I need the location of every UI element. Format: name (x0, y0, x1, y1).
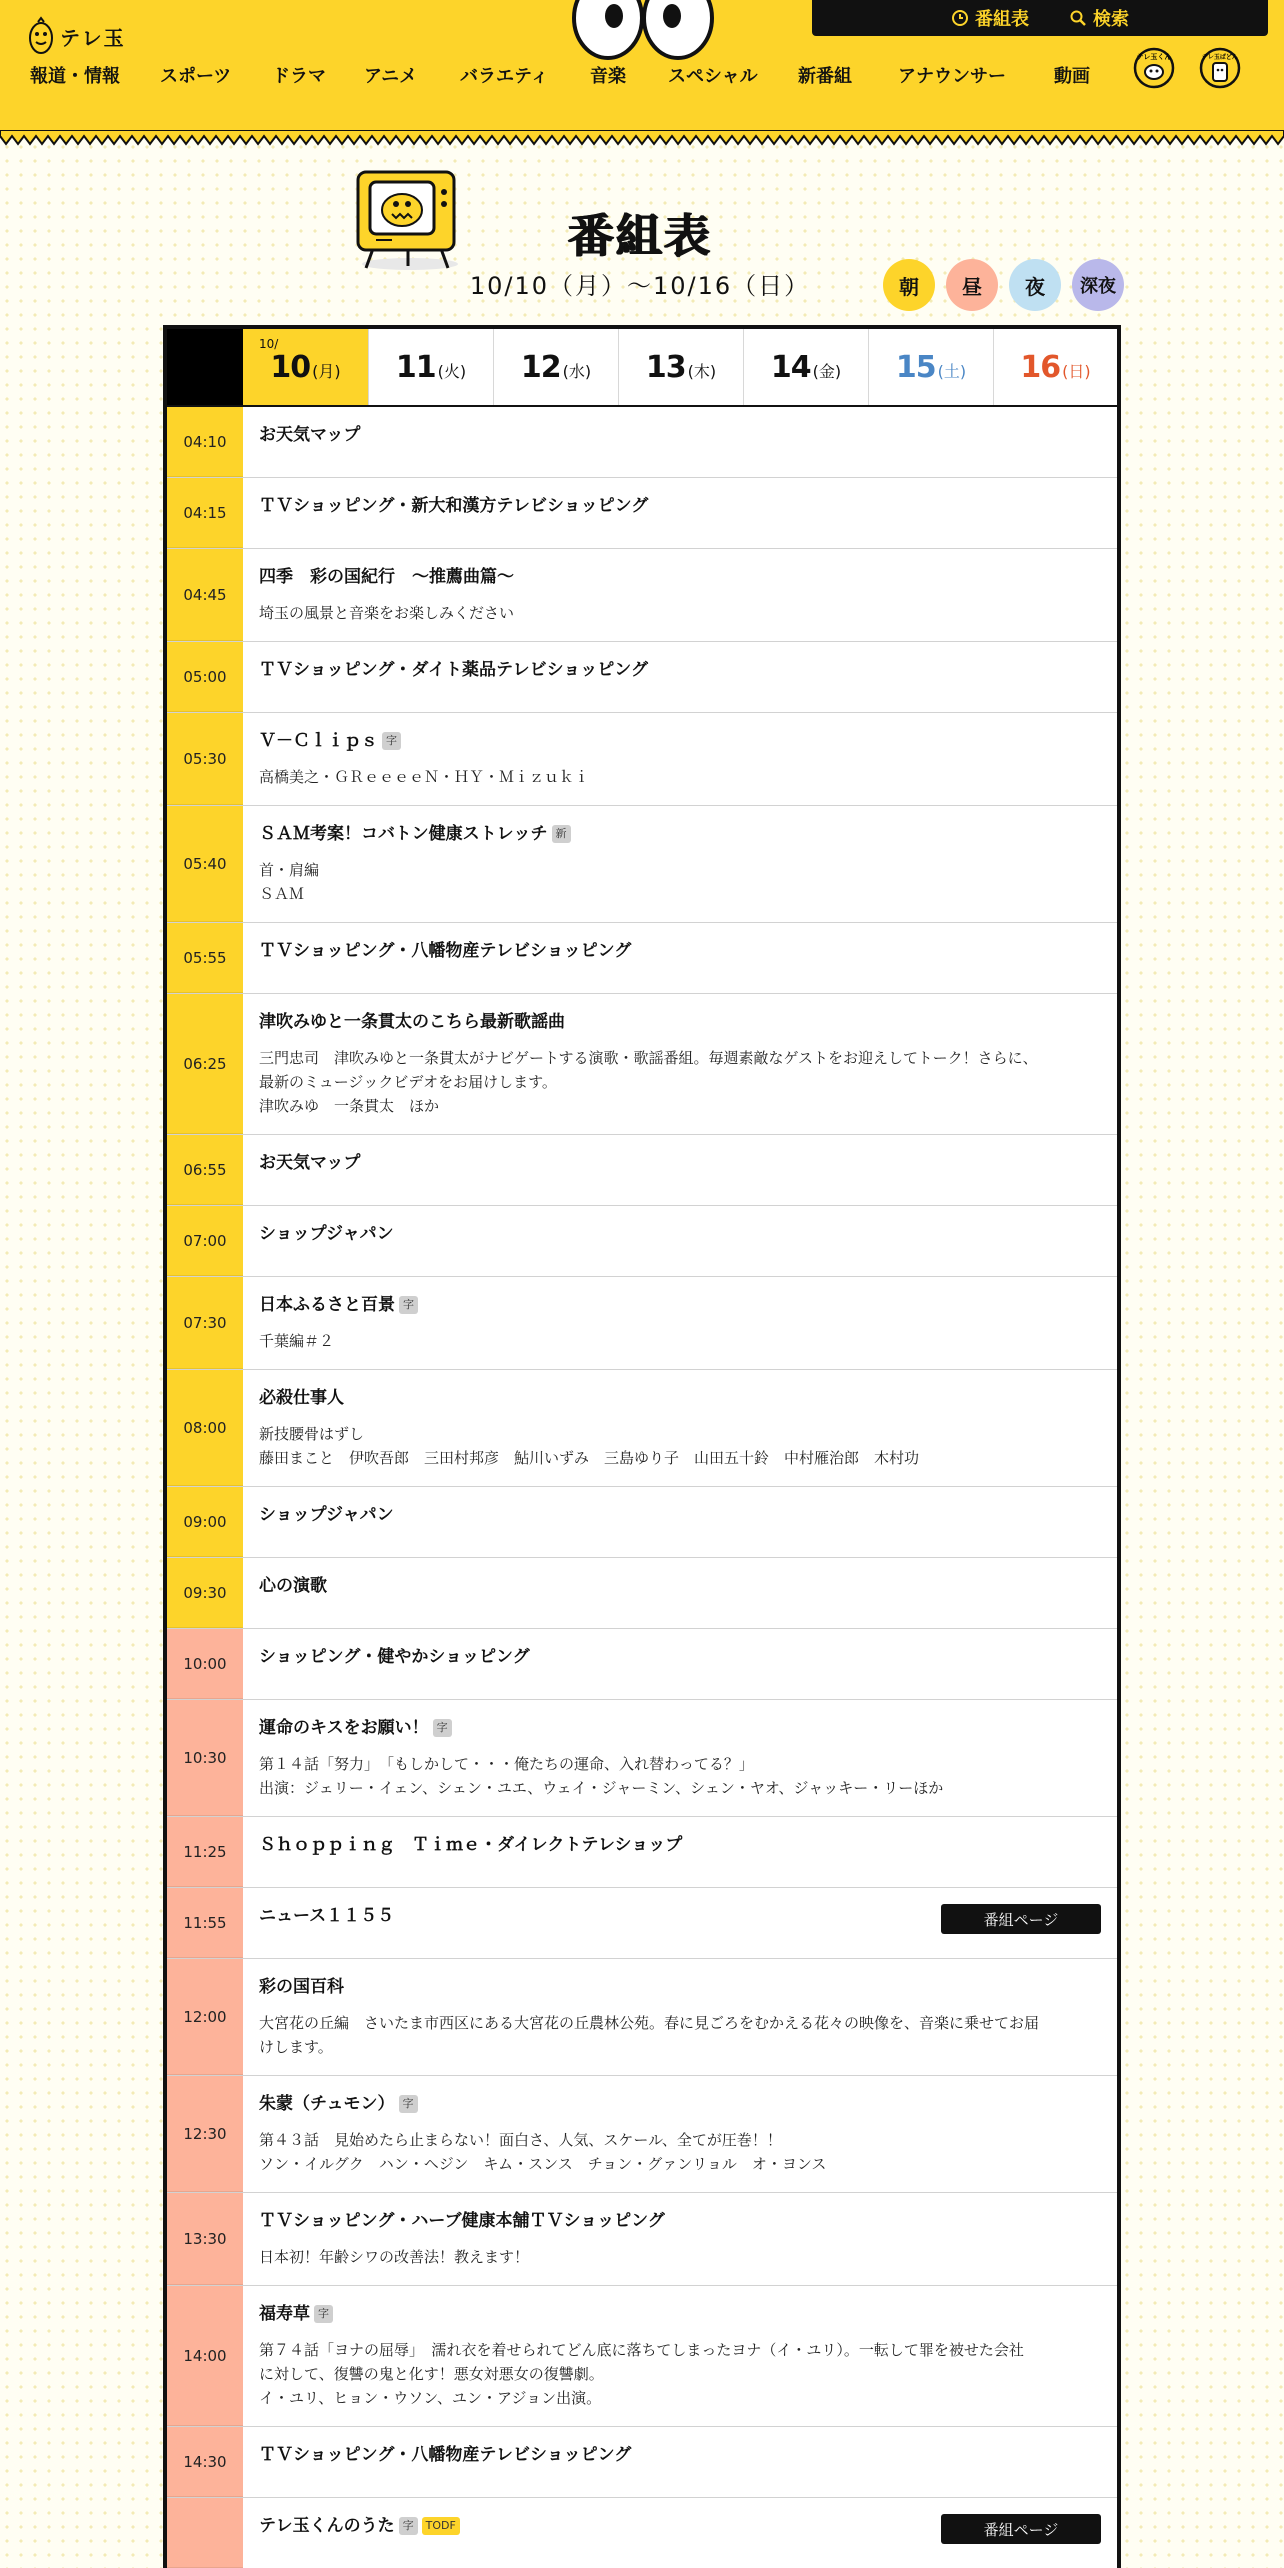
program-description (259, 2128, 1101, 2176)
program-row[interactable] (167, 1959, 1117, 2076)
tv-mascot-illustration (352, 166, 464, 272)
program-row[interactable] (167, 1487, 1117, 1558)
nav-new-programs[interactable]: 新番組 (798, 66, 852, 87)
program-title-line (259, 1151, 1101, 1175)
day-tab-number: 13 (645, 349, 686, 385)
filter-noon-button[interactable]: 昼 (946, 259, 998, 311)
nav-music[interactable]: 音楽 (590, 66, 626, 87)
program-title-line (259, 1222, 1101, 1246)
program-row[interactable] (167, 713, 1117, 806)
program-title-line (259, 1716, 1101, 1740)
filter-night-button[interactable]: 夜 (1009, 259, 1061, 311)
program-row[interactable] (167, 2427, 1117, 2498)
program-time: 05:55 (167, 923, 243, 993)
schedule-link-label: 番組表 (975, 9, 1029, 30)
program-row[interactable] (167, 642, 1117, 713)
program-row[interactable] (167, 2498, 1117, 2568)
program-list (167, 407, 1117, 2568)
program-title-line (259, 1293, 1101, 1317)
program-time: 06:55 (167, 1135, 243, 1205)
program-title[interactable]: ＴＶショッピング・新大和漢方テレビショッピング (259, 496, 649, 516)
logo-text: テレ玉 (60, 25, 126, 50)
clock-icon (951, 9, 969, 27)
program-info (243, 1370, 1117, 1486)
day-tabs-list (243, 329, 1117, 405)
site-logo[interactable] (28, 14, 126, 58)
search-icon (1069, 9, 1087, 27)
search-link-label: 検索 (1093, 9, 1129, 30)
program-description (259, 1752, 1101, 1800)
program-title-line (259, 1503, 1101, 1527)
program-description-line: ソン・イルグク ハン・ヘジン キム・スンス チョン・グァンリョル オ・ヨンス (259, 2155, 827, 2173)
program-row[interactable] (167, 1135, 1117, 1206)
tele-tama-mascot-icon (28, 16, 54, 56)
day-tab-number: 10 (270, 349, 311, 385)
program-description-line: ＳＡＭ (259, 885, 305, 903)
time-of-day-filters (883, 259, 1124, 311)
program-info (243, 713, 1117, 805)
nav-video[interactable]: 動画 (1054, 66, 1090, 87)
program-title[interactable]: ＴＶショッピング・ハーブ健康本舗ＴＶショッピング (259, 2211, 665, 2231)
program-info (243, 1277, 1117, 1369)
program-time: 10:00 (167, 1629, 243, 1699)
program-description-line: 津吹みゆ 一条貫太 ほか (259, 1097, 440, 1115)
program-row[interactable] (167, 923, 1117, 994)
program-time: 06:25 (167, 994, 243, 1134)
program-info (243, 407, 1117, 477)
nav-variety[interactable]: バラエティ (460, 66, 549, 87)
day-tab-12[interactable] (493, 329, 618, 405)
day-tab-number: 15 (895, 349, 936, 385)
program-title[interactable]: お天気マップ (259, 425, 361, 445)
program-title[interactable]: ショップジャパン (259, 1505, 394, 1525)
program-title[interactable]: 津吹みゆと一条貫太のこちら最新歌謡曲 (259, 1012, 565, 1032)
day-tab-weekday: (月) (312, 361, 341, 381)
program-description-line: 三門忠司 津吹みゆと一条貫太がナビゲートする演歌・歌謡番組。毎週素敵なゲストをお迎えしてトーク！さらに、 (259, 1049, 1038, 1067)
program-badge: 字 (399, 2095, 418, 2113)
day-tab-13[interactable] (618, 329, 743, 405)
program-time: 14:30 (167, 2427, 243, 2497)
program-description (259, 2011, 1101, 2059)
program-time: 07:30 (167, 1277, 243, 1369)
program-info (243, 994, 1117, 1134)
program-title[interactable]: 心の演歌 (259, 1576, 327, 1596)
program-row[interactable] (167, 1817, 1117, 1888)
program-title[interactable]: Ｖ－Ｃｌｉｐｓ (259, 731, 378, 751)
program-page-button[interactable]: 番組ページ (941, 1904, 1101, 1934)
program-title-line (259, 1833, 1101, 1857)
program-title[interactable]: ＴＶショッピング・八幡物産テレビショッピング (259, 941, 632, 961)
program-title-line (259, 1975, 1101, 1999)
program-title[interactable]: 四季 彩の国紀行 ～推薦曲篇～ (259, 567, 514, 587)
program-description-line: 高橋美之・ＧＲｅｅｅｅＮ・ＨＹ・Ｍｉｚｕｋｉ (259, 768, 590, 786)
program-title-line (259, 2092, 1101, 2116)
program-title-line (259, 2209, 1101, 2233)
program-title[interactable]: ショップジャパン (259, 1224, 394, 1244)
program-info (243, 1135, 1117, 1205)
program-title[interactable]: 彩の国百科 (259, 1977, 344, 1997)
program-row[interactable] (167, 2076, 1117, 2193)
program-row[interactable] (167, 1629, 1117, 1700)
program-info (243, 2193, 1117, 2285)
program-title-line (259, 939, 1101, 963)
program-page-button[interactable]: 番組ページ (941, 2514, 1101, 2544)
program-row[interactable] (167, 1277, 1117, 1370)
program-time: 04:10 (167, 407, 243, 477)
day-tab-weekday: (金) (812, 361, 842, 381)
program-badge: 字 (399, 2517, 418, 2535)
nav-special[interactable]: スペシャル (668, 66, 758, 87)
nav-drama[interactable]: ドラマ (272, 66, 326, 87)
program-description (259, 1422, 1101, 1470)
top-utility-bar (812, 0, 1268, 36)
program-info (243, 1206, 1117, 1276)
program-info (243, 806, 1117, 922)
day-tab-15[interactable] (868, 329, 993, 405)
program-badge: 新 (552, 825, 571, 843)
program-description-line: 千葉編＃２ (259, 1332, 335, 1350)
program-badge: 字 (399, 1296, 418, 1314)
program-time: 05:30 (167, 713, 243, 805)
program-title-line (259, 1010, 1101, 1034)
program-time: 12:00 (167, 1959, 243, 2075)
program-description-line: 第１４話「努力」 「もしかして・・・俺たちの運命、入れ替わってる？」 (259, 1755, 754, 1773)
day-tab-weekday: (火) (437, 361, 467, 381)
program-row[interactable] (167, 806, 1117, 923)
program-title-line (259, 1645, 1101, 1669)
program-description-line: 藤田まこと 伊吹吾郎 三田村邦彦 鮎川いずみ 三島ゆり子 山田五十鈴 中村雁治郎 木村功 (259, 1449, 920, 1467)
program-description-line: けします。 (259, 2038, 333, 2056)
program-title[interactable]: お天気マップ (259, 1153, 361, 1173)
program-description-line: 埼玉の風景と音楽をお楽しみください (259, 604, 515, 622)
program-row[interactable] (167, 1558, 1117, 1629)
program-time: 08:00 (167, 1370, 243, 1486)
program-info (243, 1558, 1117, 1628)
program-row[interactable] (167, 1700, 1117, 1817)
program-description-line: 日本初！年齢シワの改善法！教えます！ (259, 2248, 530, 2266)
program-title[interactable]: テレ玉くんのうた (259, 2516, 395, 2536)
program-description (259, 2338, 1101, 2410)
program-row[interactable] (167, 478, 1117, 549)
program-badge: TODF (422, 2517, 460, 2535)
program-description (259, 2245, 1101, 2269)
program-time: 09:30 (167, 1558, 243, 1628)
program-title-line (259, 423, 1101, 447)
program-description (259, 601, 1101, 625)
program-description-line: 最新のミュージックビデオをお届けします。 (259, 1073, 557, 1091)
program-row[interactable] (167, 2286, 1117, 2427)
program-info (243, 2427, 1117, 2497)
day-tab-number: 16 (1020, 349, 1061, 385)
program-row[interactable] (167, 2193, 1117, 2286)
day-tab-10[interactable] (243, 329, 368, 405)
program-time: 05:40 (167, 806, 243, 922)
program-description (259, 858, 1101, 906)
program-title[interactable]: 朱蒙（チュモン） (259, 2094, 395, 2114)
program-info (243, 2498, 1117, 2568)
day-tab-16[interactable] (993, 329, 1117, 405)
program-title-line (259, 822, 1101, 846)
program-row[interactable] (167, 549, 1117, 642)
program-title[interactable]: 福寿草 (259, 2304, 310, 2324)
program-time: 04:45 (167, 549, 243, 641)
program-description-line: 首・肩編 (259, 861, 320, 879)
program-time: 12:30 (167, 2076, 243, 2192)
program-row[interactable] (167, 994, 1117, 1135)
tele-tama-padon-icon[interactable] (1198, 46, 1242, 90)
program-time: 13:30 (167, 2193, 243, 2285)
program-time: 04:15 (167, 478, 243, 548)
day-tab-weekday: (日) (1062, 361, 1091, 381)
program-time (167, 2498, 243, 2568)
program-title[interactable]: 必殺仕事人 (259, 1388, 344, 1408)
day-header-corner (167, 329, 243, 405)
program-title[interactable]: ショッピング・健やかショッピング (259, 1647, 530, 1667)
header-icon-links (1132, 46, 1242, 90)
day-tab-weekday: (木) (687, 361, 717, 381)
program-time: 07:00 (167, 1206, 243, 1276)
date-range: 10/10（月）〜10/16（日） (469, 272, 811, 300)
program-title[interactable]: 運命のキスをお願い！ (259, 1718, 429, 1738)
program-title-line (259, 2302, 1101, 2326)
program-info (243, 642, 1117, 712)
program-title-line (259, 658, 1101, 682)
mascot-eyes-icon (568, 0, 718, 60)
program-description-line: に対して、復讐の鬼と化す！悪女対悪女の復讐劇。 (259, 2365, 604, 2383)
day-tab-number: 11 (395, 349, 436, 385)
nav-announcer[interactable]: アナウンサー (898, 66, 1006, 87)
program-description (259, 765, 1101, 789)
program-info (243, 1888, 1117, 1958)
day-tabs (167, 329, 1117, 407)
program-description-line: 第７４話「ヨナの屈辱」 濡れ衣を着せられてどん底に落ちてしまったヨナ（イ・ユリ）。一転して罪を被せた会社 (259, 2341, 1024, 2359)
tele-tama-kun-icon-label: テレ玉くん (1136, 53, 1172, 61)
site-header (0, 0, 1284, 135)
program-info (243, 2286, 1117, 2426)
filter-late-night-button[interactable]: 深夜 (1072, 259, 1124, 311)
program-info (243, 1700, 1117, 1816)
program-title[interactable]: Ｓｈｏｐｐｉｎｇ Ｔｉｍｅ・ダイレクトテレショップ (259, 1835, 683, 1855)
program-info (243, 923, 1117, 993)
program-title-line (259, 1574, 1101, 1598)
program-title[interactable]: ニュース１１５５ (259, 1906, 395, 1926)
program-info (243, 1959, 1117, 2075)
program-badge: 字 (433, 1719, 452, 1737)
program-title[interactable]: ＴＶショッピング・ダイト薬品テレビショッピング (259, 660, 648, 680)
program-description-line: 第４３話 見始めたら止まらない！面白さ、人気、スケール、全てが圧巻！！ (259, 2131, 782, 2149)
program-title-line (259, 494, 1101, 518)
day-tab-14[interactable] (743, 329, 868, 405)
day-tab-number: 12 (520, 349, 561, 385)
schedule-link[interactable] (951, 5, 1029, 31)
nav-sports[interactable]: スポーツ (160, 66, 232, 87)
program-description-line: イ・ユリ、ヒョン・ウソン、ユン・アジョン出演。 (259, 2389, 602, 2407)
program-description (259, 1329, 1101, 1353)
program-row[interactable] (167, 1206, 1117, 1277)
program-row[interactable] (167, 407, 1117, 478)
program-description-line: 出演：ジェリー・イェン、シェン・ユエ、ウェイ・ジャーミン、シェン・ヤオ、ジャッキー・リーほか (259, 1779, 944, 1797)
nav-news[interactable]: 報道・情報 (30, 66, 120, 87)
header-zigzag-edge (0, 130, 1284, 150)
program-title[interactable]: ＳＡＭ考案！コバトン健康ストレッチ (259, 824, 548, 844)
program-badge: 字 (314, 2305, 333, 2323)
program-row[interactable] (167, 1370, 1117, 1487)
program-schedule (163, 325, 1121, 2568)
main-nav (30, 62, 1114, 88)
program-title-line (259, 2443, 1101, 2467)
program-info (243, 549, 1117, 641)
page-title: 番組表 (568, 209, 712, 263)
day-tab-weekday: (水) (562, 361, 592, 381)
program-time: 05:00 (167, 642, 243, 712)
program-title-line (259, 729, 1101, 753)
program-title-line (259, 565, 1101, 589)
program-time: 09:00 (167, 1487, 243, 1557)
program-description-line: 新技腰骨はずし (259, 1425, 365, 1443)
search-link[interactable] (1069, 5, 1129, 31)
nav-anime[interactable]: アニメ (364, 66, 418, 87)
program-time: 11:25 (167, 1817, 243, 1887)
program-title[interactable]: 日本ふるさと百景 (259, 1295, 395, 1315)
tele-tama-padon-icon-label: テレ玉ぱどん (1202, 54, 1238, 61)
day-tab-weekday: (土) (937, 361, 967, 381)
program-time: 10:30 (167, 1700, 243, 1816)
tele-tama-kun-icon[interactable] (1132, 46, 1176, 90)
program-title-line (259, 1386, 1101, 1410)
program-time: 11:55 (167, 1888, 243, 1958)
day-tab-11[interactable] (368, 329, 493, 405)
program-row[interactable] (167, 1888, 1117, 1959)
program-info (243, 478, 1117, 548)
program-title[interactable]: ＴＶショッピング・八幡物産テレビショッピング (259, 2445, 632, 2465)
program-info (243, 1817, 1117, 1887)
day-tab-number: 14 (770, 349, 811, 385)
program-time: 14:00 (167, 2286, 243, 2426)
program-description (259, 1046, 1101, 1118)
program-info (243, 1487, 1117, 1557)
program-description-line: 大宮花の丘編 さいたま市西区にある大宮花の丘農林公苑。春に見ごろをむかえる花々の映像を、音楽に乗せてお届 (259, 2014, 1040, 2032)
filter-morning-button[interactable]: 朝 (883, 259, 935, 311)
program-badge: 字 (382, 732, 401, 750)
program-info (243, 1629, 1117, 1699)
program-info (243, 2076, 1117, 2192)
day-tab-month: 10/ (259, 337, 279, 351)
